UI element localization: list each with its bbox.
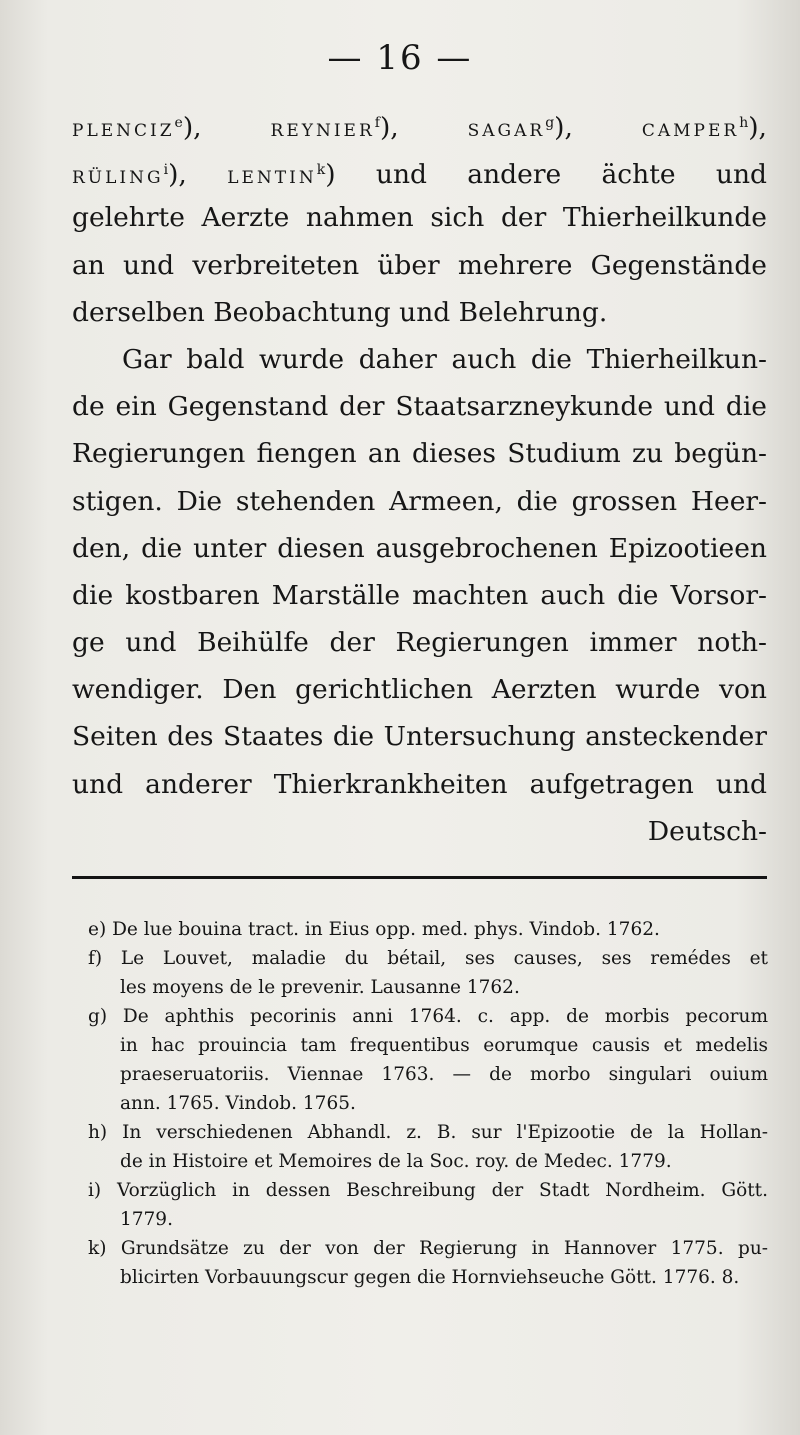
footnote-line: in hac prouincia tam frequentibus eorumque causis et medelis <box>120 1035 768 1056</box>
text-line-paragraph-end: derselben Beobachtung und Belehrung. <box>72 296 608 328</box>
footnote-f <box>88 945 768 1003</box>
footnote-g <box>88 1003 768 1119</box>
footnote-ref-i: i <box>163 162 169 179</box>
footnote-ref-f: f <box>374 115 380 131</box>
paragraph-2-line: und anderer Thierkrankheiten aufgetragen und <box>72 768 767 800</box>
footnote-line: praeseruatoriis. Viennae 1763. — de morbo singulari ouium <box>120 1064 768 1085</box>
footnote-text: De aphthis pecorinis anni 1764. c. app. de morbis pecorum <box>122 1006 768 1027</box>
page-number: — 16 — <box>327 38 473 78</box>
footnote-line <box>88 1235 768 1264</box>
author-reynier: REYNIER <box>270 121 375 141</box>
ref-close: ), <box>748 112 767 143</box>
author-lentin: LENTIN <box>227 168 317 189</box>
text-line-1 <box>72 100 767 147</box>
footnote-e <box>88 916 768 945</box>
footnote-marker: g) <box>88 1006 108 1027</box>
footnote-ref-g: g <box>545 115 555 131</box>
text-line-2 <box>72 147 767 194</box>
footnote-text: In verschiedenen Abhandl. z. B. sur l'Epizootie de la Hollan- <box>122 1122 768 1143</box>
footnote-line <box>88 945 768 974</box>
text-line: an und verbreiteten über mehrere Gegenstände <box>72 249 767 281</box>
footnote-line: les moyens de le prevenir. Lausanne 1762. <box>120 977 520 998</box>
footnote-text: De lue bouina tract. in Eius opp. med. phys. Vindob. 1762. <box>112 919 660 940</box>
footnote-text: Le Louvet, maladie du bétail, ses causes, ses remédes et <box>120 948 768 969</box>
footnote-ref-h: h <box>739 115 749 131</box>
footnote-k <box>88 1235 768 1293</box>
ref-close: ), <box>182 112 202 143</box>
footnote-text: Grundsätze zu der von der Regierung in Hannover 1775. pu- <box>120 1238 768 1259</box>
text-fragment: und andere ächte und <box>375 159 767 191</box>
paragraph-2-line: Seiten des Staates die Untersuchung ansteckender <box>72 721 767 753</box>
footnote-line <box>88 916 768 945</box>
footnote-line: de in Histoire et Memoires de la Soc. roy. de Medec. 1779. <box>120 1151 672 1172</box>
footnote-h <box>88 1119 768 1177</box>
footnote-ref-e: e <box>174 115 183 131</box>
paragraph-2-line: stigen. Die stehenden Armeen, die grossen Heer- <box>72 485 767 517</box>
catchword: Deutsch- <box>647 815 767 847</box>
footnote-line: 1779. <box>120 1209 173 1230</box>
paragraph-2-line: ge und Beihülfe der Regierungen immer noth- <box>72 627 767 659</box>
footnote-line <box>88 1119 768 1148</box>
author-plenciz: PLENCIZ <box>72 121 175 141</box>
footnote-marker: f) <box>88 948 103 969</box>
footnote-line <box>88 1003 768 1032</box>
footnotes <box>88 916 768 1293</box>
paragraph-2-line: Regierungen fiengen an dieses Studium zu begün- <box>72 438 767 470</box>
footnote-marker: k) <box>88 1238 107 1259</box>
ref-close: ), <box>168 159 187 191</box>
footnote-line: ann. 1765. Vindob. 1765. <box>120 1093 356 1114</box>
footnote-i <box>88 1177 768 1235</box>
paragraph-2-line: Gar bald wurde daher auch die Thierheilkun- <box>122 343 767 375</box>
footnote-marker: i) <box>88 1180 102 1201</box>
footnote-text: Vorzüglich in dessen Beschreibung der Stadt Nordheim. Gött. <box>116 1180 768 1201</box>
author-camper: CAMPER <box>641 121 740 141</box>
footnote-marker: e) <box>88 919 107 940</box>
ref-close: ), <box>554 112 573 143</box>
author-ruling: RÜLING <box>72 168 164 189</box>
footnote-line <box>88 1177 768 1206</box>
author-sagar: SAGAR <box>467 121 546 141</box>
footnote-marker: h) <box>88 1122 108 1143</box>
footnote-ref-k: k <box>316 162 326 179</box>
footnote-divider <box>72 876 767 879</box>
paragraph-2-line: de ein Gegenstand der Staatsarzneykunde und die <box>72 391 767 423</box>
text-line: gelehrte Aerzte nahmen sich der Thierheilkunde <box>72 202 767 234</box>
paragraph-2-line: den, die unter diesen ausgebrochenen Epizootieen <box>72 532 767 564</box>
paragraph-2-line: die kostbaren Marställe machten auch die Vorsor- <box>72 579 767 611</box>
ref-close: ), <box>379 112 399 143</box>
footnote-line: blicirten Vorbauungscur gegen die Hornviehseuche Gött. 1776. 8. <box>120 1267 740 1288</box>
main-text <box>72 100 767 855</box>
ref-close: ) <box>325 159 336 191</box>
paragraph-2-line: wendiger. Den gerichtlichen Aerzten wurde von <box>72 674 767 706</box>
